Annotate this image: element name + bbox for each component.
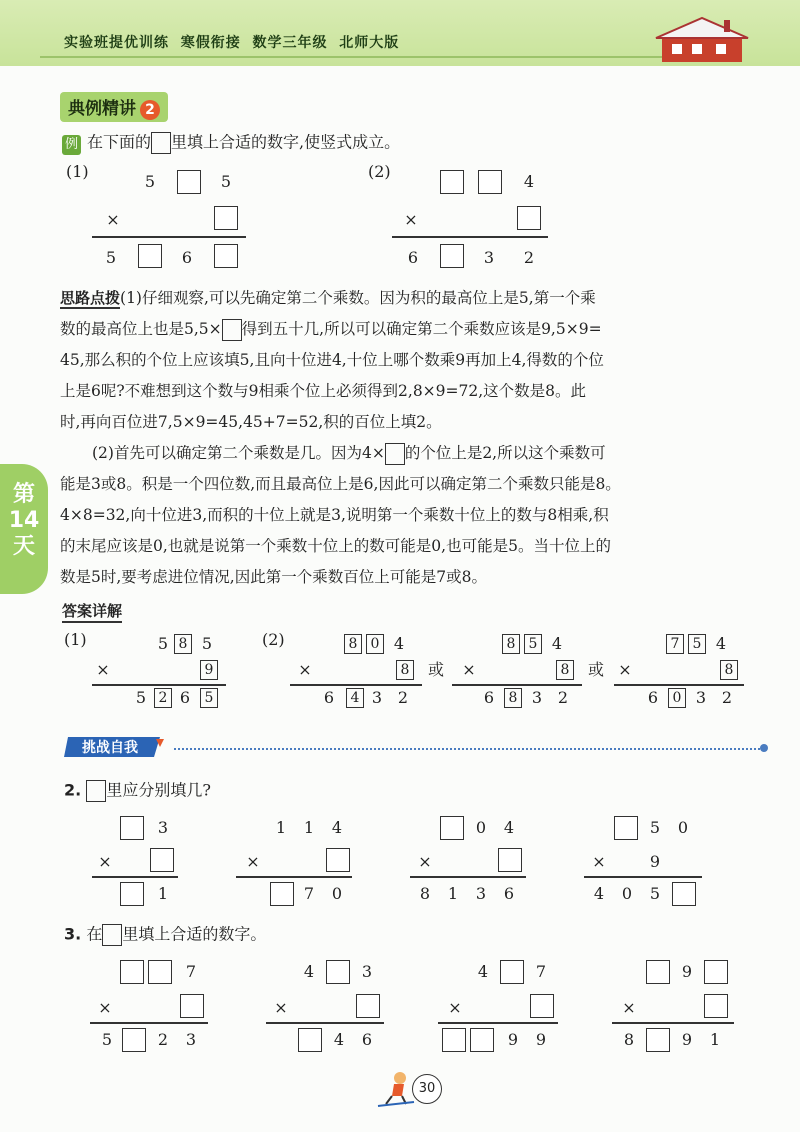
day-tab [0, 464, 48, 594]
blank-box [500, 960, 524, 984]
rule-line [236, 876, 352, 878]
blank-box [120, 960, 144, 984]
blank-box [326, 848, 350, 872]
rule-line [584, 876, 702, 878]
filled-box: 4 [346, 688, 364, 708]
digit: 2 [523, 248, 535, 267]
section-title-text: 典例精讲 [68, 99, 136, 119]
times-sign: × [246, 852, 260, 871]
digit: 6 [323, 688, 335, 707]
digit: 5 [105, 248, 117, 267]
times-sign: × [592, 852, 606, 871]
digit: 4 [333, 1030, 345, 1049]
blank-box [672, 882, 696, 906]
digit: 5 [144, 172, 156, 191]
day-tab-line1: 第 [12, 482, 35, 507]
digit: 0 [677, 818, 689, 837]
digit: 4 [593, 884, 605, 903]
digit: 4 [303, 962, 315, 981]
digit: 4 [477, 962, 489, 981]
digit: 9 [535, 1030, 547, 1049]
example-label-2: (2) [368, 162, 391, 181]
analysis-text: 的个位上是2,所以这个乘数可 [404, 444, 606, 462]
blank-box [646, 960, 670, 984]
filled-box: 0 [668, 688, 686, 708]
question-3-prompt [64, 924, 266, 946]
digit: 6 [407, 248, 419, 267]
digit: 3 [695, 688, 707, 707]
times-sign: × [98, 998, 112, 1017]
analysis-text: 得到五十几,所以可以确定第二个乘数应该是9,5×9= [241, 320, 602, 338]
blank-box [704, 994, 728, 1018]
filled-box: 5 [688, 634, 706, 654]
filled-box: 8 [396, 660, 414, 680]
example-text-2: 里填上合适的数字,使竖式成立。 [171, 132, 401, 152]
digit: 5 [201, 634, 213, 653]
times-sign: × [106, 210, 120, 229]
times-sign: × [448, 998, 462, 1017]
digit: 1 [709, 1030, 721, 1049]
times-sign: × [98, 852, 112, 871]
filled-box: 8 [720, 660, 738, 680]
question-2-prompt [64, 780, 211, 802]
digit: 3 [483, 248, 495, 267]
analysis-text: 的末尾应该是0,也就是说第一个乘数十位上的数可能是0,也可能是5。当十位上的 [60, 537, 611, 555]
filled-box: 8 [174, 634, 192, 654]
digit: 5 [157, 634, 169, 653]
digit: 2 [157, 1030, 169, 1049]
example-label-1: (1) [66, 162, 89, 181]
digit: 9 [507, 1030, 519, 1049]
header-divider [40, 56, 740, 58]
blank-box [222, 319, 242, 341]
digit: 5 [649, 884, 661, 903]
rule-line [612, 1022, 734, 1024]
times-sign: × [96, 660, 110, 679]
rule-line [92, 684, 226, 686]
times-sign: × [622, 998, 636, 1017]
digit: 9 [681, 962, 693, 981]
digit: 1 [303, 818, 315, 837]
blank-box [385, 443, 405, 465]
blank-box [270, 882, 294, 906]
filled-box: 7 [666, 634, 684, 654]
digit: 0 [331, 884, 343, 903]
question-text: 里应分别填几? [106, 780, 211, 800]
digit: 9 [649, 852, 661, 871]
blank-box [517, 206, 541, 230]
analysis-paragraph-1 [60, 283, 775, 438]
times-sign: × [404, 210, 418, 229]
blank-box [704, 960, 728, 984]
analysis-paragraph-2 [60, 438, 775, 593]
digit: 2 [721, 688, 733, 707]
example-prompt [62, 132, 400, 155]
digit: 6 [361, 1030, 373, 1049]
digit: 5 [220, 172, 232, 191]
blank-box [214, 244, 238, 268]
analysis-text: 数的最高位上也是5,5× [60, 320, 222, 338]
answer-label-2: (2) [262, 630, 285, 649]
blank-box [148, 960, 172, 984]
analysis-text: 能是3或8。积是一个四位数,而且最高位上是6,因此可以确定第二个乘数只能是8。 [60, 475, 621, 493]
book-title: 实验班提优训练 [64, 35, 169, 51]
blank-box [122, 1028, 146, 1052]
filled-box: 8 [556, 660, 574, 680]
filled-box: 5 [200, 688, 218, 708]
rule-line [90, 1022, 208, 1024]
times-sign: × [418, 852, 432, 871]
answer-label: 答案详解 [62, 600, 122, 623]
rule-line [410, 876, 526, 878]
digit: 4 [503, 818, 515, 837]
digit: 3 [531, 688, 543, 707]
digit: 5 [135, 688, 147, 707]
digit: 3 [371, 688, 383, 707]
day-tab-line3: 天 [12, 534, 35, 559]
analysis-text: 45,那么积的个位上应该填5,且向十位进4,十位上哪个数乘9再加上4,得数的个位 [60, 351, 604, 369]
digit: 6 [483, 688, 495, 707]
filled-box: 9 [200, 660, 218, 680]
or-word: 或 [588, 660, 605, 679]
rule-line [92, 236, 246, 238]
challenge-banner [64, 735, 164, 759]
dotted-divider [174, 748, 764, 750]
filled-box: 8 [504, 688, 522, 708]
analysis-label: 思路点拨 [60, 289, 121, 307]
blank-box [498, 848, 522, 872]
digit: 6 [181, 248, 193, 267]
digit: 1 [275, 818, 287, 837]
blank-box [86, 780, 106, 802]
digit: 7 [185, 962, 197, 981]
example-badge: 例 [62, 135, 81, 155]
times-sign: × [618, 660, 632, 679]
blank-box [646, 1028, 670, 1052]
answer-label-1: (1) [64, 630, 87, 649]
digit: 9 [681, 1030, 693, 1049]
blank-box [356, 994, 380, 1018]
filled-box: 0 [366, 634, 384, 654]
digit: 4 [551, 634, 563, 653]
digit: 6 [179, 688, 191, 707]
question-number: 3. [64, 924, 82, 944]
house-icon [652, 14, 752, 64]
digit: 0 [621, 884, 633, 903]
blank-box [614, 816, 638, 840]
digit: 3 [157, 818, 169, 837]
filled-box: 8 [344, 634, 362, 654]
digit: 1 [157, 884, 169, 903]
blank-box [442, 1028, 466, 1052]
blank-box [138, 244, 162, 268]
divider-dot [760, 744, 768, 752]
rule-line [92, 876, 178, 878]
question-text: 里填上合适的数字。 [122, 924, 267, 944]
blank-box [102, 924, 122, 946]
times-sign: × [462, 660, 476, 679]
blank-box [440, 244, 464, 268]
question-text: 在 [86, 924, 103, 944]
rule-line [266, 1022, 384, 1024]
blank-box [177, 170, 201, 194]
digit: 2 [397, 688, 409, 707]
blank-box [530, 994, 554, 1018]
analysis-text: 上是6呢?不难想到这个数与9相乘个位上必须得到2,8×9=72,这个数是8。此 [60, 382, 587, 400]
digit: 5 [649, 818, 661, 837]
times-sign: × [274, 998, 288, 1017]
filled-box: 5 [524, 634, 542, 654]
header-text [64, 32, 399, 52]
blank-box [440, 816, 464, 840]
analysis-text: (1)仔细观察,可以先确定第二个乘数。因为积的最高位上是5,第一个乘 [120, 289, 596, 307]
analysis-text: (2)首先可以确定第二个乘数是几。因为4× [92, 444, 385, 462]
digit: 4 [331, 818, 343, 837]
digit: 3 [475, 884, 487, 903]
digit: 5 [101, 1030, 113, 1049]
digit: 8 [623, 1030, 635, 1049]
digit: 0 [475, 818, 487, 837]
digit: 4 [523, 172, 535, 191]
analysis-text: 4×8=32,向十位进3,而积的十位上就是3,说明第一个乘数十位上的数与8相乘,积 [60, 506, 609, 524]
blank-box [326, 960, 350, 984]
section-title [60, 92, 168, 122]
digit: 7 [535, 962, 547, 981]
blank-box [214, 206, 238, 230]
blank-box [478, 170, 502, 194]
analysis-text: 数是5时,要考虑进位情况,因此第一个乘数百位上可能是7或8。 [60, 568, 487, 586]
digit: 2 [557, 688, 569, 707]
day-tab-line2: 14 [8, 508, 40, 533]
blank-box [298, 1028, 322, 1052]
analysis-text: 时,再向百位进7,5×9=45,45+7=52,积的百位上填2。 [60, 413, 442, 431]
blank-box [440, 170, 464, 194]
times-sign: × [298, 660, 312, 679]
blank-box [120, 816, 144, 840]
digit: 4 [715, 634, 727, 653]
filled-box: 2 [154, 688, 172, 708]
rule-line [438, 1022, 558, 1024]
rule-line [392, 236, 548, 238]
skier-mascot-icon [376, 1068, 416, 1108]
digit: 7 [303, 884, 315, 903]
digit: 3 [361, 962, 373, 981]
section-number: 2 [140, 100, 160, 120]
blank-box [470, 1028, 494, 1052]
digit: 6 [647, 688, 659, 707]
digit: 4 [393, 634, 405, 653]
filled-box: 8 [502, 634, 520, 654]
question-number: 2. [64, 780, 82, 800]
page-number: 30 [412, 1074, 442, 1104]
challenge-title: 挑战自我 [82, 740, 138, 756]
example-text-1: 在下面的 [87, 132, 152, 152]
blank-box [150, 848, 174, 872]
blank-box [180, 994, 204, 1018]
digit: 8 [419, 884, 431, 903]
grade-info: 寒假衔接 数学三年级 北师大版 [180, 35, 400, 51]
blank-box [120, 882, 144, 906]
digit: 6 [503, 884, 515, 903]
blank-box [151, 132, 171, 154]
or-word: 或 [428, 660, 445, 679]
digit: 3 [185, 1030, 197, 1049]
digit: 1 [447, 884, 459, 903]
